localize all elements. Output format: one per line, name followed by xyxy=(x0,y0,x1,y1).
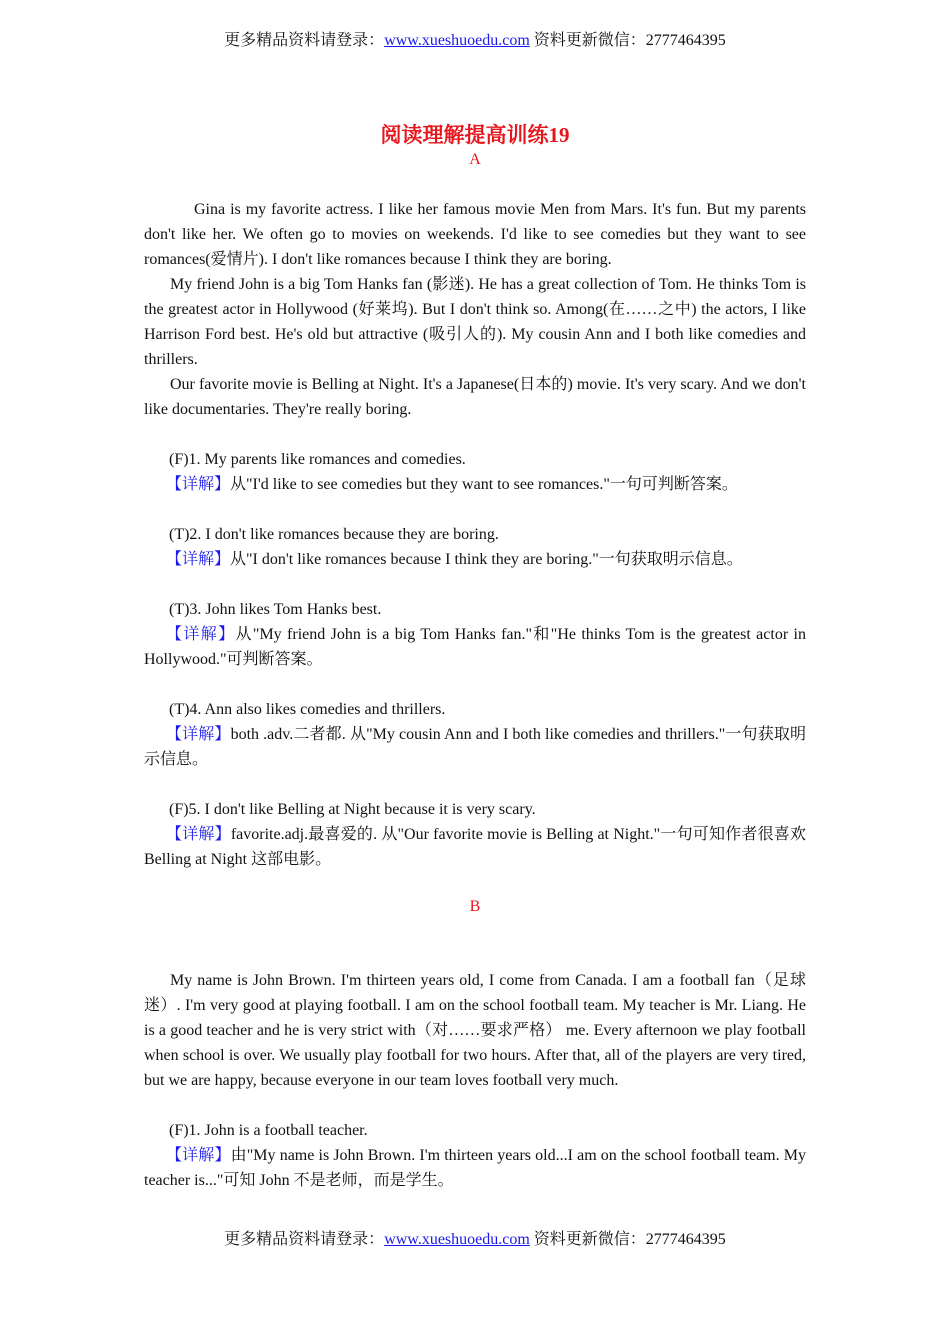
page-title: 阅读理解提高训练19 xyxy=(380,123,570,147)
page-header xyxy=(0,31,950,51)
explanation-a5 xyxy=(144,822,806,872)
footer-website-link[interactable]: www.xueshuoedu.com xyxy=(384,1231,530,1248)
explanation-text: favorite.adj.最喜爱的. 从"Our favorite movie is Belling at Night."一句可知作者很喜欢 Belling at Night 这部电影。 xyxy=(144,826,806,868)
passage-a-paragraph-1: Gina is my favorite actress. I like her famous movie Men from Mars. It's fun. But my parents don't like her. We often go to movies on weekends. I'd like to see comedies but they want to see romances(爱情片). I don't like romances because I think they are boring. xyxy=(144,201,806,268)
section-a-label: A xyxy=(469,151,481,168)
explanation-tag: 【详解】 xyxy=(166,476,231,493)
header-suffix: 资料更新微信：2777464395 xyxy=(529,32,726,49)
header-prefix: 更多精品资料请登录： xyxy=(224,32,385,49)
explanation-text: both .adv.二者都. 从"My cousin Ann and I both like comedies and thrillers."一句获取明示信息。 xyxy=(144,726,806,768)
question-a4: (T)4. Ann also likes comedies and thrillers. xyxy=(169,701,446,718)
explanation-text: 由"My name is John Brown. I'm thirteen years old...I am on the school football team. My teacher is..."可知 John 不是老师，而是学生。 xyxy=(144,1147,806,1189)
passage-a-paragraph-3: Our favorite movie is Belling at Night. It's a Japanese(日本的) movie. It's very scary. And we don't like documentaries. They're really boring. xyxy=(144,376,806,418)
explanation-tag: 【详解】 xyxy=(166,1147,231,1164)
explanation-a1 xyxy=(144,472,806,497)
footer-prefix: 更多精品资料请登录： xyxy=(224,1231,385,1248)
question-a1: (F)1. My parents like romances and comedies. xyxy=(169,451,466,468)
section-b-content xyxy=(144,968,806,1193)
footer-suffix: 资料更新微信：2777464395 xyxy=(529,1231,726,1248)
question-a2: (T)2. I don't like romances because they are boring. xyxy=(169,526,499,543)
explanation-b1 xyxy=(144,1143,806,1193)
section-b-label: B xyxy=(469,898,481,915)
explanation-tag: 【详解】 xyxy=(166,826,231,843)
explanation-a3 xyxy=(144,622,806,672)
question-b1: (F)1. John is a football teacher. xyxy=(169,1122,368,1139)
explanation-tag: 【详解】 xyxy=(166,551,231,568)
explanation-text: 从"I'd like to see comedies but they want to see romances."一句可判断答案。 xyxy=(230,476,738,493)
explanation-text: 从"I don't like romances because I think they are boring."一句获取明示信息。 xyxy=(230,551,743,568)
section-a-content xyxy=(144,197,806,872)
question-a5: (F)5. I don't like Belling at Night because it is very scary. xyxy=(169,801,536,818)
explanation-a4 xyxy=(144,722,806,772)
page-footer xyxy=(0,1230,950,1250)
question-a3: (T)3. John likes Tom Hanks best. xyxy=(169,601,382,618)
explanation-tag: 【详解】 xyxy=(166,726,231,743)
passage-b-paragraph: My name is John Brown. I'm thirteen years old, I come from Canada. I am a football fan（足球迷）. I'm very good at playing football. I am on the school football team. My teacher is Mr. Liang. He is a good teacher and he is very strict with（对……要求严格） me. Every afternoon we play football when school is over. We usually play football for two hours. After that, all of the players are very tired, but we are happy, because everyone in our team loves football very much. xyxy=(144,972,806,1089)
passage-a-paragraph-2: My friend John is a big Tom Hanks fan (影迷). He has a great collection of Tom. He thinks Tom is the greatest actor in Hollywood (好莱坞). But I don't think so. Among(在……之中) the actors, I like Harrison Ford best. He's old but attractive (吸引人的). My cousin Ann and I both like comedies and thrillers. xyxy=(144,276,806,368)
explanation-text: 从"My friend John is a big Tom Hanks fan."和"He thinks Tom is the greatest actor in Hollywood."可判断答案。 xyxy=(144,626,806,668)
explanation-a2 xyxy=(144,547,806,572)
header-website-link[interactable]: www.xueshuoedu.com xyxy=(384,32,530,49)
explanation-tag: 【详解】 xyxy=(166,626,236,643)
